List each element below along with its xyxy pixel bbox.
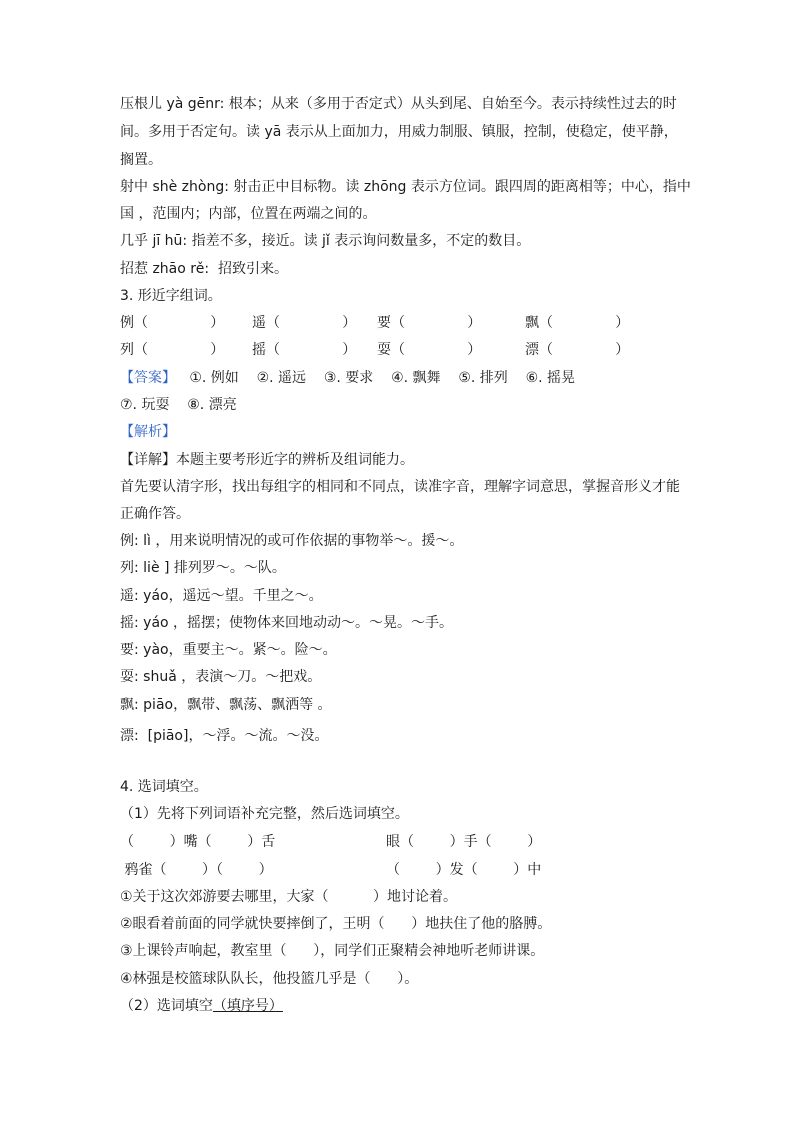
q4-idiom: （ ）发（ ）中 bbox=[386, 862, 542, 878]
text-line: 射中 shè zhòng: 射击正中目标物。读 zhōng 表示方位词。跟四周的距离相等；中心，指中 bbox=[120, 179, 691, 195]
explanation-line: 遥: yáo，遥远～望。千里之～。 bbox=[120, 588, 323, 604]
answer-tag: 【答案】 bbox=[120, 370, 176, 386]
text-line: 间。多用于否定句。读 yā 表示从上面加力，用威力制服、镇服，控制，使稳定，使平静， bbox=[120, 124, 678, 140]
q3-cell: 例（ ） bbox=[120, 315, 225, 331]
text-line: 压根儿 yà gēnr: 根本；从来（多用于否定式）从头到尾、自始至今。表示持续性过去的时 bbox=[120, 96, 677, 112]
explanation-line: 飘: piāo，飘带、飘荡、飘洒等 。 bbox=[120, 697, 332, 713]
q3-cell: 漂（ ） bbox=[525, 342, 630, 358]
text-line: 搁置。 bbox=[120, 152, 162, 168]
q3-cell: 耍（ ） bbox=[377, 342, 482, 358]
question-4-sub: （1）先将下列词语补充完整，然后选词填空。 bbox=[120, 806, 409, 822]
sentence-line: ④林强是校篮球队队长，他投篮几乎是（ ）。 bbox=[120, 971, 419, 987]
answer-line bbox=[120, 368, 575, 388]
question-3-title: 3. 形近字组词。 bbox=[120, 288, 222, 304]
explanation-line: 列: liè ] 排列罗～。～队。 bbox=[120, 560, 286, 576]
q4-idiom: 鸦雀（ ）（ ） bbox=[120, 862, 273, 878]
question-4-sub2 bbox=[120, 996, 283, 1016]
analysis-tag: 【解析】 bbox=[120, 424, 176, 440]
sub2-label: （2）选词填空 bbox=[120, 998, 213, 1014]
text-line: 国 ，范围内；内部，位置在两端之间的。 bbox=[120, 206, 377, 222]
answer-line: ⑦. 玩耍 ⑧. 漂亮 bbox=[120, 397, 237, 413]
q3-cell: 要（ ） bbox=[377, 315, 482, 331]
explanation-line: 摇: yáo ，摇摆；使物体来回地动动～。～晃。～手。 bbox=[120, 615, 454, 631]
explanation-line: 漂: [piāo]，～浮。～流。～没。 bbox=[120, 728, 329, 744]
text-line: 几乎 jī hū: 指差不多，接近。读 jǐ 表示询问数量多，不定的数目。 bbox=[120, 233, 531, 249]
text-line: 首先要认清字形，找出每组字的相同和不同点，读准字音，理解字词意思，掌握音形义才能 bbox=[120, 479, 680, 495]
explanation-line: 例: lì ，用来说明情况的或可作依据的事物举～。援～。 bbox=[120, 533, 464, 549]
q3-cell: 摇（ ） bbox=[252, 342, 357, 358]
detail-line: 【详解】本题主要考形近字的辨析及组词能力。 bbox=[120, 452, 414, 468]
question-4-title: 4. 选词填空。 bbox=[120, 779, 208, 795]
explanation-line: 耍: shuǎ ，表演～刀。～把戏。 bbox=[120, 669, 322, 685]
text-line: 招惹 zhāo rě: 招致引来。 bbox=[120, 261, 288, 277]
q3-cell: 遥（ ） bbox=[252, 315, 357, 331]
answer-text: ①. 例如 ②. 遥远 ③. 要求 ④. 飘舞 ⑤. 排列 ⑥. 摇晃 bbox=[176, 370, 576, 386]
q4-idiom: 眼（ ）手（ ） bbox=[386, 834, 542, 850]
sentence-line: ①关于这次郊游要去哪里，大家（ ）地讨论着。 bbox=[120, 889, 458, 905]
sentence-line: ②眼看着前面的同学就快要摔倒了，王明（ ）地扶住了他的胳膊。 bbox=[120, 916, 552, 932]
q3-cell: 列（ ） bbox=[120, 342, 225, 358]
q3-cell: 飘（ ） bbox=[525, 315, 630, 331]
explanation-line: 要: yào，重要主～。紧～。险～。 bbox=[120, 642, 337, 658]
sub2-note: （填序号） bbox=[212, 998, 283, 1014]
text-line: 正确作答。 bbox=[120, 506, 190, 522]
sentence-line: ③上课铃声响起，教室里（ ），同学们正聚精会神地听老师讲课。 bbox=[120, 943, 545, 959]
q4-idiom: （ ）嘴（ ）舌 bbox=[120, 834, 276, 850]
